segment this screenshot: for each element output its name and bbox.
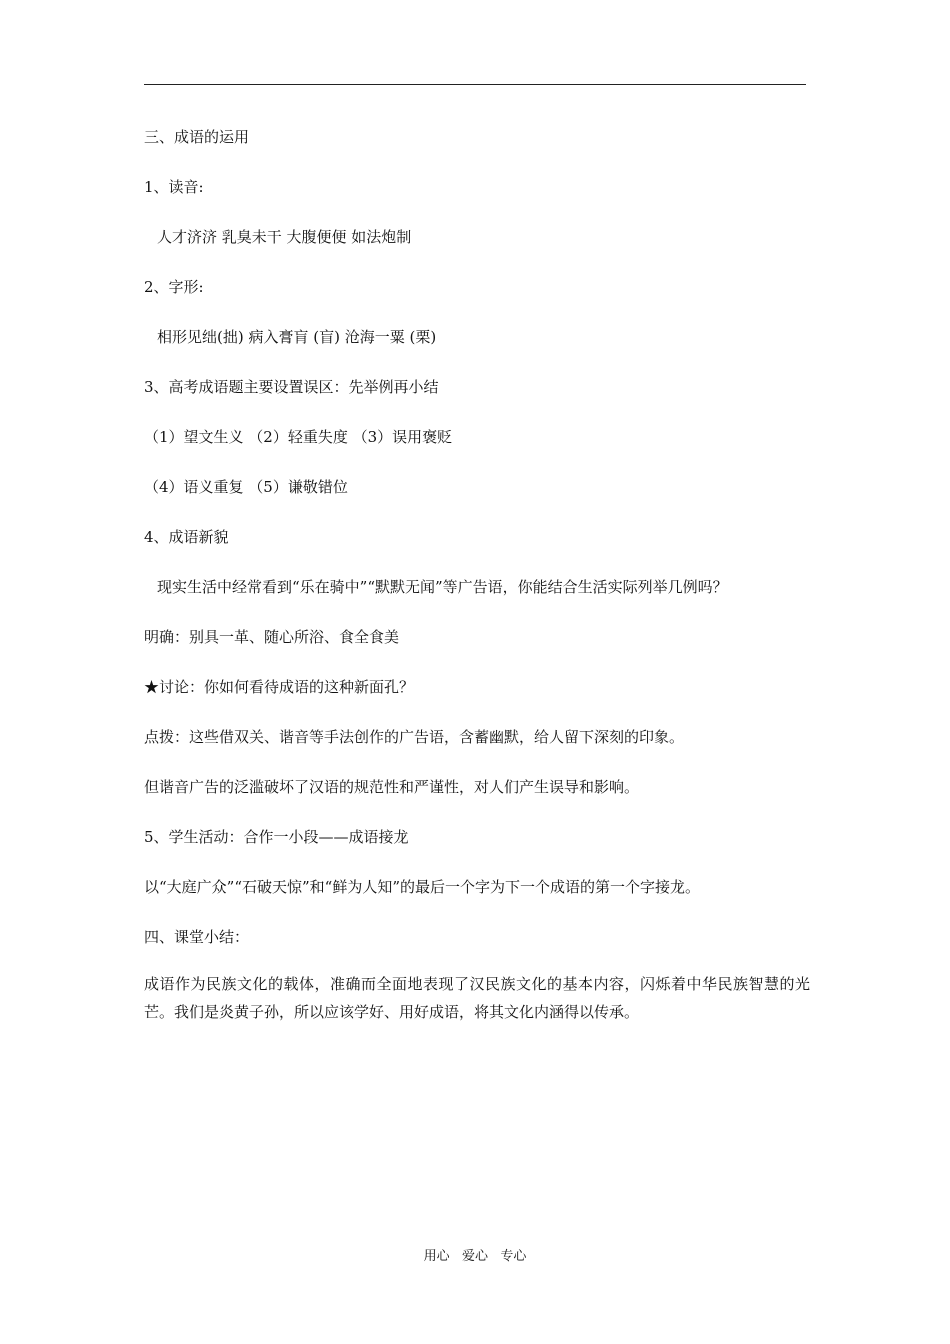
section-heading-summary: 四、课堂小结： bbox=[144, 928, 250, 946]
subheading-student-activity: 5、学生活动：合作一小段——成语接龙 bbox=[144, 828, 409, 846]
section-heading-idiom-usage: 三、成语的运用 bbox=[144, 128, 250, 146]
guidance-continuation: 但谐音广告的泛滥破坏了汉语的规范性和严谨性，对人们产生误导和影响。 bbox=[144, 778, 640, 796]
subheading-pronunciation: 1、读音: bbox=[144, 178, 204, 196]
subheading-character-form: 2、字形: bbox=[144, 278, 204, 296]
new-look-question: 现实生活中经常看到“乐在骑中”“默默无闻”等广告语，你能结合生活实际列举几例吗？ bbox=[157, 578, 728, 596]
subheading-exam-pitfalls: 3、高考成语题主要设置误区：先举例再小结 bbox=[144, 378, 439, 396]
guidance-line: 点拨：这些借双关、谐音等手法创作的广告语，含蓄幽默，给人留下深刻的印象。 bbox=[144, 728, 685, 746]
summary-paragraph: 成语作为民族文化的载体，准确而全面地表现了汉民族文化的基本内容，闪烁着中华民族智慧的光芒。我们是炎黄子孙，所以应该学好、用好成语，将其文化内涵得以传承。 bbox=[144, 975, 810, 1021]
pitfalls-list-1: （1）望文生义 （2）轻重失度 （3）误用褒贬 bbox=[144, 428, 453, 446]
page-footer: 用心 爱心 专心 bbox=[423, 1249, 527, 1264]
header-rule bbox=[144, 84, 806, 85]
pronunciation-examples: 人才济济 乳臭未干 大腹便便 如法炮制 bbox=[157, 228, 412, 246]
discussion-line: ★讨论：你如何看待成语的这种新面孔？ bbox=[144, 678, 415, 696]
subheading-new-look: 4、成语新貌 bbox=[144, 528, 229, 546]
clarification-line: 明确：别具一革、随心所浴、食全食美 bbox=[144, 628, 400, 646]
character-form-examples: 相形见绌(拙) 病入膏肓 (盲) 沧海一粟 (栗) bbox=[157, 328, 437, 346]
pitfalls-list-2: （4）语义重复 （5）谦敬错位 bbox=[144, 478, 348, 496]
activity-instruction: 以“大庭广众”“石破天惊”和“鲜为人知”的最后一个字为下一个成语的第一个字接龙。 bbox=[144, 878, 701, 896]
